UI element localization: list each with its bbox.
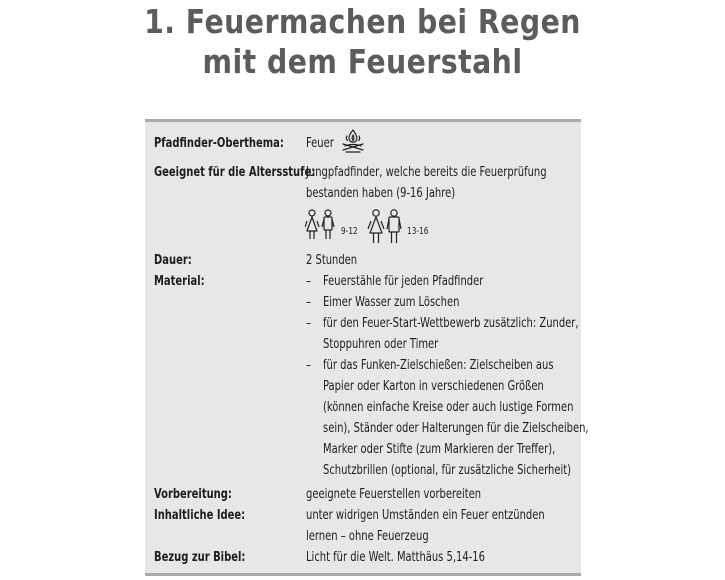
material-item-4-line-4: sein), Ständer oder Halterungen für die Zielscheiben, — [323, 420, 589, 436]
material-item-4-line-5: Marker oder Stifte (zum Markieren der Treffer), — [323, 441, 556, 457]
material-label: Material: — [154, 273, 205, 289]
age-label: Geeignet für die Altersstufe: — [154, 164, 316, 180]
material-item-4-line-3: (können einfache Kreise oder auch lustige Formen — [323, 399, 574, 415]
info-box — [145, 119, 589, 576]
preparation-value: geeignete Feuerstellen vorbereiten — [306, 486, 482, 502]
age-line-2: bestanden haben (9-16 Jahre) — [306, 185, 456, 201]
material-dash-1: – — [306, 273, 311, 289]
page-title — [51, 2, 675, 82]
material-item-2: Eimer Wasser zum Löschen — [323, 294, 460, 310]
material-item-3-line-1: für den Feuer-Start-Wettbewerb zusätzlich: Zunder, — [323, 315, 579, 331]
idea-label: Inhaltliche Idee: — [154, 507, 246, 523]
theme-value: Feuer — [306, 135, 334, 151]
bible-label: Bezug zur Bibel: — [154, 549, 246, 565]
theme-label: Pfadfinder-Oberthema: — [154, 135, 284, 151]
material-dash-2: – — [306, 294, 311, 310]
age-line-1: Jungpfadfinder, welche bereits die Feuerprüfung — [306, 164, 547, 180]
age-range-1: 9-12 — [341, 226, 358, 237]
bible-value: Licht für die Welt. Matthäus 5,14-16 — [306, 549, 485, 565]
duration-label: Dauer: — [154, 252, 192, 268]
material-dash-4: – — [306, 357, 311, 373]
idea-line-2: lernen – ohne Feuerzeug — [306, 528, 429, 544]
material-dash-3: – — [306, 315, 311, 331]
age-range-2: 13-16 — [407, 226, 429, 237]
material-item-1: Feuerstähle für jeden Pfadfinder — [323, 273, 484, 289]
title-line-2: mit dem Feuerstahl — [202, 42, 523, 81]
campfire-icon — [339, 127, 367, 159]
woman-man-icon — [367, 209, 403, 249]
material-item-3-line-2: Stoppuhren oder Timer — [323, 336, 439, 352]
material-item-4-line-2: Papier oder Karton in verschiedenen Größen — [323, 378, 544, 394]
duration-value: 2 Stunden — [306, 252, 358, 268]
idea-line-1: unter widrigen Umständen ein Feuer entzünden — [306, 507, 545, 523]
girl-boy-icon — [305, 209, 337, 247]
preparation-label: Vorbereitung: — [154, 486, 232, 502]
material-item-4-line-6: Schutzbrillen (optional, für zusätzliche Sicherheit) — [323, 462, 572, 478]
material-item-4-line-1: für das Funken-Zielschießen: Zielscheiben aus — [323, 357, 554, 373]
title-line-1: 1. Feuermachen bei Regen — [144, 2, 581, 41]
